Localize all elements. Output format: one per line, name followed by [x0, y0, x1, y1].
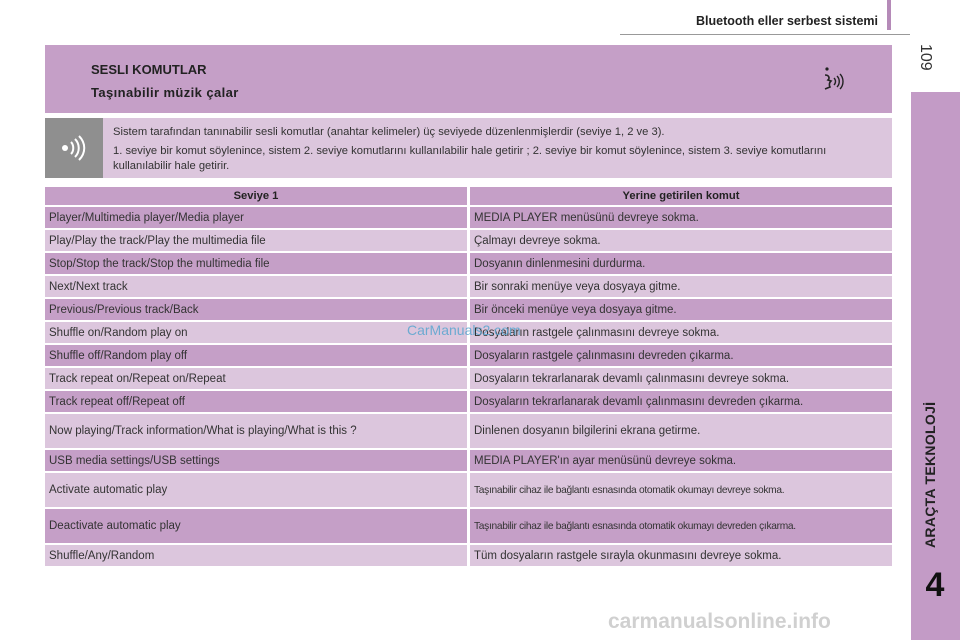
command-cell: Taşınabilir cihaz ile bağlantı esnasında otomatik okumayı devreden çıkarma. — [467, 509, 892, 543]
level-cell: Previous/Previous track/Back — [45, 299, 467, 320]
table-row — [45, 450, 892, 471]
page-subtitle: Taşınabilir müzik çalar — [91, 85, 239, 100]
table-row — [45, 368, 892, 389]
table-row — [45, 545, 892, 566]
table-row — [45, 299, 892, 320]
level-cell: USB media settings/USB settings — [45, 450, 467, 471]
voice-command-table — [45, 185, 892, 568]
info-box — [45, 118, 892, 178]
table-row — [45, 391, 892, 412]
command-cell: Dosyanın dinlenmesini durdurma. — [467, 253, 892, 274]
header-divider — [620, 34, 910, 35]
table-row — [45, 345, 892, 366]
command-cell: Dosyaların rastgele çalınmasını devreden çıkarma. — [467, 345, 892, 366]
table-row — [45, 473, 892, 507]
watermark: CarManuals2.com — [407, 322, 521, 338]
level-cell: Player/Multimedia player/Media player — [45, 207, 467, 228]
column-header-command: Yerine getirilen komut — [467, 187, 892, 205]
speaker-icon — [59, 133, 89, 163]
header-accent-bar — [887, 0, 891, 30]
command-cell: Dosyaların rastgele çalınmasını devreye sokma. — [467, 322, 892, 343]
command-cell: MEDIA PLAYER'ın ayar menüsünü devreye sokma. — [467, 450, 892, 471]
table-row — [45, 207, 892, 228]
info-paragraph: Sistem tarafından tanınabilir sesli komutlar (anahtar kelimeler) üç seviyede düzenlenmişlerdir (seviye 1, 2 ve 3). — [113, 126, 665, 138]
chapter-number: 4 — [925, 566, 945, 604]
level-cell: Shuffle off/Random play off — [45, 345, 467, 366]
level-cell: Track repeat off/Repeat off — [45, 391, 467, 412]
level-cell: Deactivate automatic play — [45, 509, 467, 543]
table-row — [45, 230, 892, 251]
command-cell: Dosyaların tekrarlanarak devamlı çalınmasını devreye sokma. — [467, 368, 892, 389]
level-cell: Stop/Stop the track/Stop the multimedia file — [45, 253, 467, 274]
level-cell: Shuffle/Any/Random — [45, 545, 467, 566]
level-cell: Activate automatic play — [45, 473, 467, 507]
command-cell: Dinlenen dosyanın bilgilerini ekrana getirme. — [467, 414, 892, 448]
section-title: Bluetooth eller serbest sistemi — [695, 14, 878, 28]
table-row — [45, 509, 892, 543]
table-row — [45, 276, 892, 297]
level-cell: Track repeat on/Repeat on/Repeat — [45, 368, 467, 389]
command-cell: Dosyaların tekrarlanarak devamlı çalınmasını devreden çıkarma. — [467, 391, 892, 412]
table-row — [45, 253, 892, 274]
level-cell: Play/Play the track/Play the multimedia file — [45, 230, 467, 251]
info-paragraph: 1. seviye bir komut söylenince, sistem 2. seviye komutlarını kullanılabilir hale getirir ; 2. seviye bir komut söylenince, sistem 3. seviye komutlarını kullanılabilir hale getirir. — [113, 145, 827, 172]
voice-command-icon — [819, 63, 849, 95]
command-cell: Bir önceki menüye veya dosyaya gitme. — [467, 299, 892, 320]
command-cell: Çalmayı devreye sokma. — [467, 230, 892, 251]
level-cell: Now playing/Track information/What is playing/What is this ? — [45, 414, 467, 448]
footer-watermark: carmanualsonline.info — [608, 610, 831, 633]
table-row — [45, 414, 892, 448]
level-cell: Shuffle on/Random play on — [45, 322, 467, 343]
command-cell: Taşınabilir cihaz ile bağlantı esnasında otomatik okumayı devreye sokma. — [467, 473, 892, 507]
info-text — [113, 125, 883, 178]
command-cell: MEDIA PLAYER menüsünü devreye sokma. — [467, 207, 892, 228]
chapter-tab — [911, 92, 960, 640]
column-header-level: Seviye 1 — [45, 187, 467, 205]
info-icon-panel — [45, 118, 103, 178]
command-cell: Bir sonraki menüye veya dosyaya gitme. — [467, 276, 892, 297]
level-cell: Next/Next track — [45, 276, 467, 297]
title-box — [45, 45, 892, 113]
command-cell: Tüm dosyaların rastgele sırayla okunmasını devreye sokma. — [467, 545, 892, 566]
page-number: 109 — [917, 44, 934, 71]
chapter-label: ARAÇTA TEKNOLOJİ — [922, 401, 938, 548]
page-title: SESLI KOMUTLAR — [91, 62, 207, 77]
